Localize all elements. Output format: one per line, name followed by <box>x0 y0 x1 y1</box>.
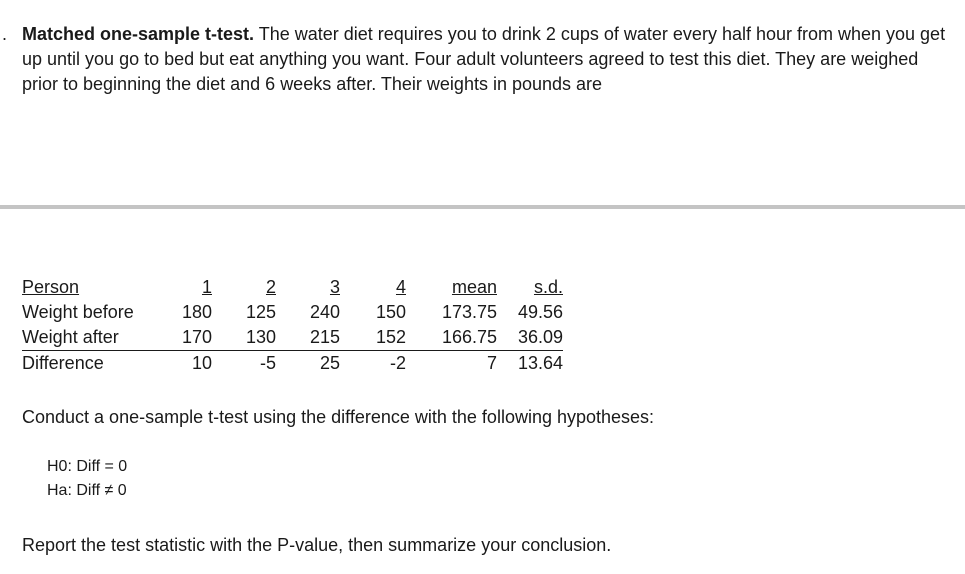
table-cell: 10 <box>191 353 212 373</box>
row-label: Weight after <box>22 325 180 351</box>
table-cell: 130 <box>212 325 276 351</box>
table-cell-sd: 49.56 <box>517 302 563 322</box>
table-cell: 170 <box>180 325 212 351</box>
table-cell: 180 <box>181 302 212 322</box>
table-cell-sd: 36.09 <box>497 325 563 351</box>
row-label: Difference <box>22 353 104 373</box>
table-cell-sd: 13.64 <box>517 353 563 373</box>
null-hypothesis: H0: Diff = 0 <box>47 458 128 475</box>
problem-title: Matched one-sample t-test. <box>22 24 255 44</box>
list-bullet: . <box>2 24 8 44</box>
report-instruction: Report the test statistic with the P-value, then summarize your conclusion. <box>22 535 612 555</box>
instruction-text: Conduct a one-sample t-test using the difference with the following hypotheses: <box>22 407 655 427</box>
table-cell: -2 <box>389 353 406 373</box>
row-label: Weight before <box>22 302 134 322</box>
table-cell-mean: 173.75 <box>441 302 497 322</box>
table-cell: 240 <box>309 302 340 322</box>
table-cell-mean: 7 <box>486 353 497 373</box>
table-row-weight-before <box>22 300 563 325</box>
header-col-1: 1 <box>201 277 212 297</box>
table-cell: 215 <box>276 325 340 351</box>
table-row-difference <box>22 351 563 377</box>
table-cell: 25 <box>319 353 340 373</box>
header-sd: s.d. <box>533 277 563 297</box>
weights-table <box>22 275 563 376</box>
table-cell: -5 <box>259 353 276 373</box>
header-mean: mean <box>451 277 497 297</box>
table-cell: 125 <box>245 302 276 322</box>
problem-text: The water diet requires you to drink 2 cups of water every half hour from when you get up until you go to bed but eat anything you want. Four adult volunteers agreed to test this diet. They are weighed prior to beginning the diet and 6 weeks after. Their weights in pounds are <box>22 24 946 94</box>
hypotheses-block <box>47 455 127 503</box>
header-col-2: 2 <box>265 277 276 297</box>
table-cell: 152 <box>340 325 406 351</box>
section-divider <box>0 205 965 209</box>
table-header-row <box>22 275 563 300</box>
problem-statement <box>22 22 952 97</box>
alternative-hypothesis: Ha: Diff ≠ 0 <box>47 482 127 499</box>
header-person: Person <box>22 277 80 297</box>
table-cell-mean: 166.75 <box>406 325 497 351</box>
header-col-3: 3 <box>329 277 340 297</box>
table-cell: 150 <box>375 302 406 322</box>
header-col-4: 4 <box>395 277 406 297</box>
table-row-weight-after <box>22 325 563 351</box>
